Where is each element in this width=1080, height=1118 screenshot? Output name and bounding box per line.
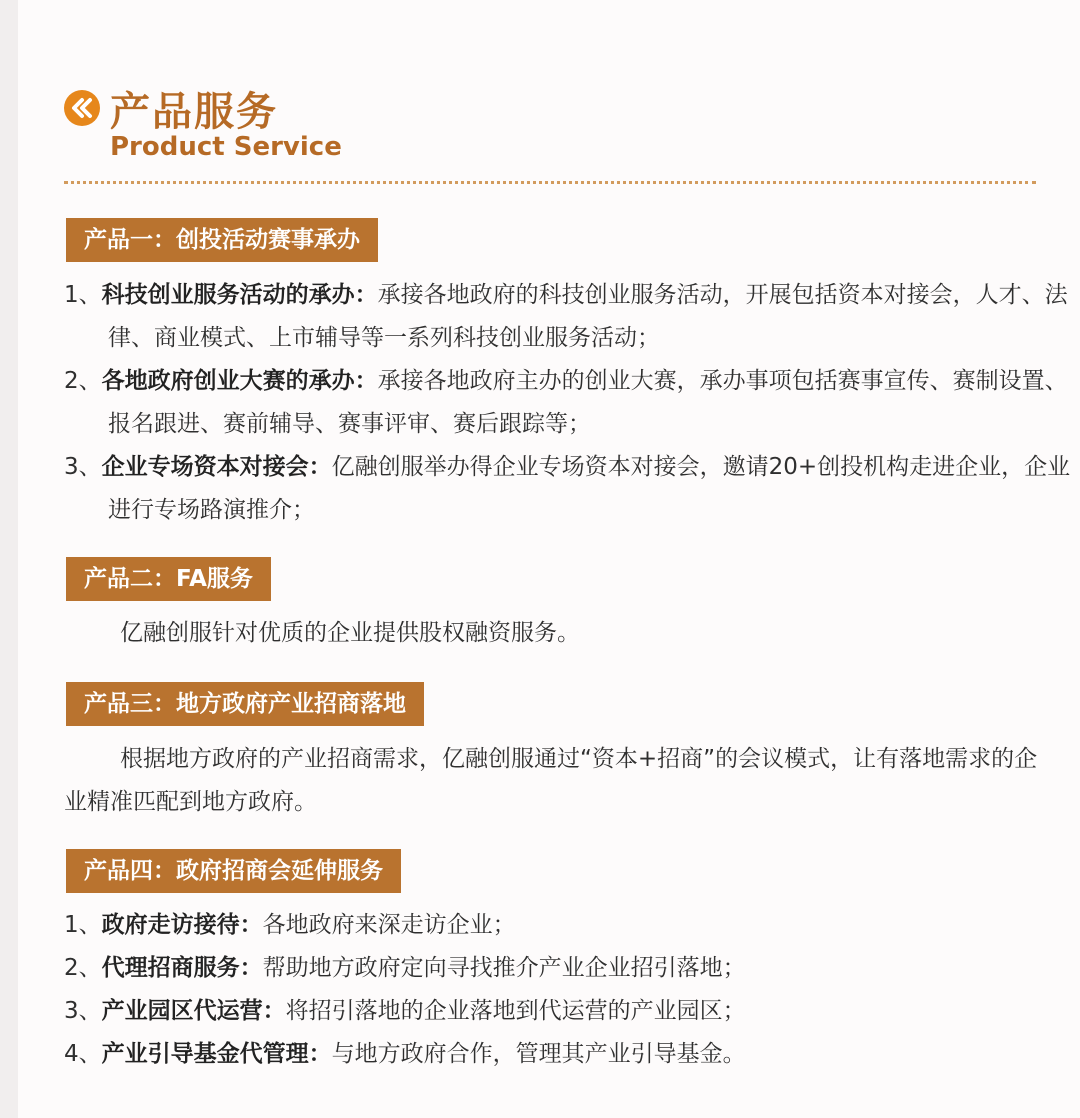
item-number: 1、 [64,282,102,308]
service-list [64,904,1044,1076]
section-label-1: 产品一：创投活动赛事承办 [66,218,378,262]
section-label-2: 产品二：FA服务 [66,557,271,601]
item-number: 1、 [64,912,102,938]
item-number: 3、 [64,998,102,1024]
list-item [64,947,1044,990]
item-number: 2、 [64,368,102,394]
item-title: 各地政府创业大赛的承办： [101,368,378,394]
item-text: 承接各地政府主办的创业大赛，承办事项包括赛事宣传、赛制设置、报名跟进、赛前辅导、赛事评审、赛后跟踪等； [108,368,1068,437]
item-number: 3、 [64,454,102,480]
item-title: 科技创业服务活动的承办： [101,282,378,308]
item-title: 产业园区代运营： [101,998,286,1024]
item-number: 2、 [64,955,102,981]
item-text: 将招引落地的企业落地到代运营的产业园区； [285,998,746,1024]
item-text: 亿融创服举办得企业专场资本对接会，邀请20+创投机构走进企业，企业进行专场路演推介； [108,454,1071,523]
item-text: 承接各地政府的科技创业服务活动，开展包括资本对接会，人才、法律、商业模式、上市辅导等一系列科技创业服务活动； [108,282,1068,351]
list-item [64,446,1080,532]
section-label-3: 产品三：地方政府产业招商落地 [66,682,424,726]
item-text: 与地方政府合作，管理其产业引导基金。 [331,1041,746,1067]
item-title: 政府走访接待： [101,912,263,938]
section-text: 亿融创服针对优质的企业提供股权融资服务。 [120,620,580,646]
list-item [64,1033,1044,1076]
section-text: 根据地方政府的产业招商需求，亿融创服通过“资本+招商”的会议模式，让有落地需求的企业精准匹配到地方政府。 [64,746,1038,815]
section-label-4: 产品四：政府招商会延伸服务 [66,849,401,893]
page-subtitle: Product Service [110,132,342,162]
item-text: 帮助地方政府定向寻找推介产业企业招引落地； [262,955,746,981]
list-item [64,904,1044,947]
item-number: 4、 [64,1041,102,1067]
dotted-divider [64,181,1036,184]
item-title: 产业引导基金代管理： [101,1041,332,1067]
double-chevron-left-icon [64,90,100,126]
item-text: 各地政府来深走访企业； [262,912,516,938]
item-title: 代理招商服务： [101,955,263,981]
list-item [64,990,1044,1033]
list-item [64,360,1080,446]
list-item [64,274,1080,360]
item-title: 企业专场资本对接会： [101,454,332,480]
page-title: 产品服务 [110,89,278,135]
